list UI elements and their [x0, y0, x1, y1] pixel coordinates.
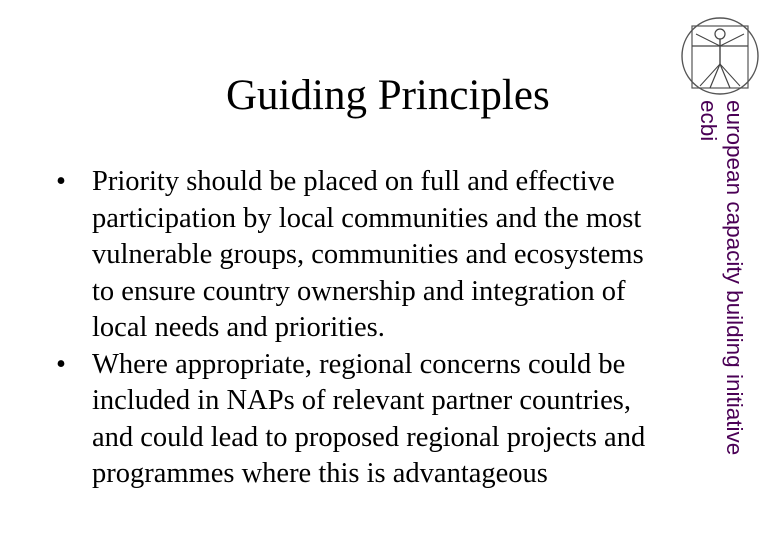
- bullet-line: programmes where this is advantageous: [92, 458, 548, 489]
- side-label: [697, 100, 747, 520]
- bullet-line: vulnerable groups, communities and ecosystems: [92, 239, 644, 270]
- bullet-dot: •: [56, 348, 66, 380]
- bullet-item: [50, 347, 730, 493]
- bullet-line: Priority should be placed on full and effective: [92, 166, 615, 197]
- bullet-line: to ensure country ownership and integration of: [92, 275, 626, 307]
- slide-title: Guiding Principles: [226, 72, 550, 119]
- vitruvian-man-icon: [678, 14, 762, 98]
- bullet-line: Where appropriate, regional concerns could be: [92, 348, 626, 380]
- bullet-item: [50, 164, 730, 347]
- bullet-list: [50, 164, 730, 493]
- bullet-line: participation by local communities and the most: [92, 202, 642, 234]
- bullet-line: local needs and priorities.: [92, 312, 385, 343]
- bullet-line: included in NAPs of relevant partner countries,: [92, 385, 631, 416]
- bullet-line: and could lead to proposed regional projects and: [92, 421, 646, 453]
- bullet-dot: •: [56, 166, 66, 197]
- side-label-full: european capacity building initiative: [722, 100, 747, 456]
- side-label-acronym: ecbi: [696, 100, 721, 142]
